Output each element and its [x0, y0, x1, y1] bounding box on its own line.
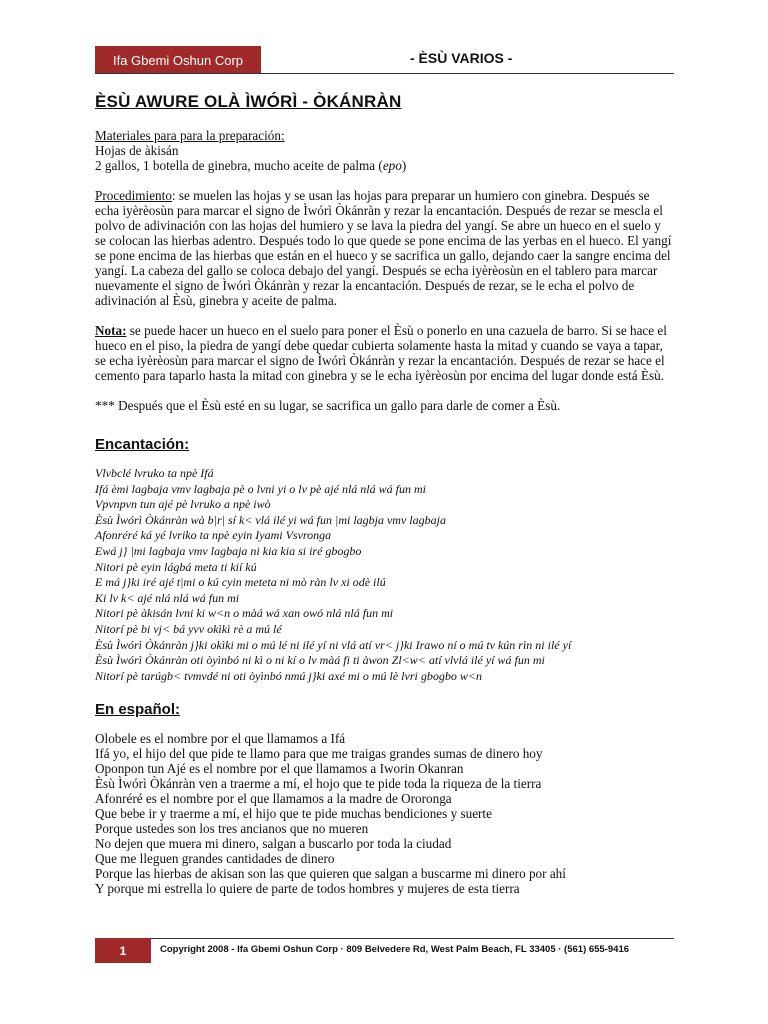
spanish-line: No dejen que muera mi dinero, salgan a buscarlo por toda la ciudad [95, 836, 452, 852]
footer-divider [95, 938, 674, 939]
footer-copyright: Copyright 2008 - Ifa Gbemi Oshun Corp · 809 Belvedere Rd, West Palm Beach, FL 33405 · (561) 655-9416 [160, 944, 630, 955]
page-number-badge [95, 938, 151, 963]
header-company: Ifa Gbemi Oshun Corp [112, 52, 244, 68]
incantation-line: Èsù Ìwórì Òkánràn oti òyìnbó ni kì o ni kí o lv màá fi ti àwon Zl<w< atí vlvlá ilé yí wá fun mi [95, 653, 545, 668]
procedure-label: Procedimiento [95, 188, 172, 203]
spanish-line: Porque ustedes son los tres ancianos que no mueren [95, 821, 369, 837]
incantation-line: Nitori pè eyin lágbá meta ti kií kú [95, 559, 257, 574]
incantation-line: Nitori pè àkisán lvni ki w<n o màá wá xan owó nlá nlá fun mi [95, 606, 394, 621]
incantation-line: Nitorí pè bi vj< bá yvv okìkì rè a mú lé [95, 621, 282, 636]
nota-text: se puede hacer un hueco en el suelo para poner el Èsù o ponerlo en una cazuela de barro. Si se hace el hueco en el piso, la piedra de yangí debe quedar cubierta solamente hasta la mitad y cuando se vaya a tapar, se echa iyèrèosùn para marcar el signo de Ìwórì Òkánràn y rezar la encantación. Después de rezar se hace el cemento para taparlo hasta la mitad con ginebra y se le echa iyèrèosùn por encima del lugar donde está Èsù. [95, 323, 667, 383]
page-number: 1 [119, 943, 127, 958]
page-title: ÈSÙ AWURE OLÀ ÌWÓRÌ - ÒKÁNRÀN [95, 92, 402, 111]
spanish-line: Èsù Ìwórì Òkánràn ven a traerme a mí, el hojo que te pide toda la riqueza de la tierra [95, 776, 542, 792]
nota-paragraph [95, 323, 675, 383]
incantation-line: Ifá èmi lagbaja vmv lagbaja pè o lvni yi o lv pè ajé nlá nlá wá fun mi [95, 481, 426, 496]
materials-heading: Materiales para para la preparación: [95, 128, 285, 143]
incantation-line: E má j}ki iré ajé t|mi o kú cyin meteta ni mò ràn lv xi odè ilú [95, 575, 386, 590]
incantation-line: Vpvnpvn tun ajé pè lvruko a npè iwò [95, 497, 271, 512]
incantation-line: Vlvbclé lvruko ta npè Ifá [95, 466, 214, 480]
incantation-lines [95, 466, 675, 684]
incantation-heading: Encantación: [95, 436, 190, 453]
spanish-line: Olobele es el nombre por el que llamamos a Ifá [95, 731, 346, 747]
incantation-line: Nitorí pè tarúgb< tvmvdé ni oti òyìnbó nmú j}ki axé mi o mú lè lvri gbogbo w<n [95, 668, 482, 683]
document-body [95, 128, 675, 896]
spanish-heading: En español: [95, 701, 181, 719]
spanish-line: Que bebe ir y traerme a mí, el hijo que te pide muchas bendiciones y suerte [95, 806, 492, 822]
incantation-line: Ki lv k< ajé nlá nlá wá fun mi [95, 590, 240, 605]
incantation-line: Èsù Ìwórì Òkánràn j}ki okìki mi o mú lé ni ilé yí ni vlá atí vr< j}ki Irawo ní o mú tv kún rìn ni ilé yí [95, 637, 572, 652]
spanish-line: Porque las hierbas de akisan son las que quieren que salgan a buscarme mi dinero por ahí [95, 866, 566, 882]
spanish-line: Que me lleguen grandes cantidades de dinero [95, 851, 335, 867]
header-divider [95, 73, 674, 74]
header-company-badge [95, 46, 261, 74]
procedure-text: : se muelen las hojas y se usan las hojas para preparar un humiero con ginebra. Después se echa iyèrèosùn para marcar el signo de Ìwórì Òkánràn y rezar la encantación. Después de rezar se mescla el polvo de adivinación con las hojas del humiero y se lava la piedra del yangí. Se abre un hueco en el suelo y se colocan las hierbas adentro. Después todo lo que quede se pone encima de las yerbas en el hueco. El yangí se pone encima de las hierbas que están en el hueco y se sacrifica un gallo, dejando caer la sangre encima del yangí. La cabeza del gallo se coloca debajo del yangí. Después se echa iyèrèosùn en el tablero para marcar nuevamente el signo de Ìwórì Òkánràn y rezar la encantación. Después de rezar, se le echa el polvo de adivinación al Èsù, ginebra y aceite de palma. [95, 188, 672, 308]
spanish-line: Ifá yo, el hijo del que pide te llamo para que me traigas grandes sumas de dinero hoy [95, 746, 543, 762]
materials-line-1: Hojas de àkisán [95, 143, 179, 158]
spanish-line: Afonréré es el nombre por el que llamamos a la madre de Ororonga [95, 791, 452, 807]
spanish-lines [95, 731, 675, 896]
nota-label: Nota: [95, 323, 127, 338]
incantation-line: Èsù Ìwórì Òkánràn wà b|r| sí k< vlá ilé yi wá fun |mi lagbja vmv lagbaja [95, 512, 446, 527]
procedure-paragraph [95, 188, 675, 308]
incantation-line: Ewá j} |mi lagbaja vmv lagbaja ni kia kia si iré gbogbo [95, 543, 362, 558]
spanish-line: Oponpon tun Ajé es el nombre por el que llamamos a Iworin Okanran [95, 761, 464, 777]
header-section-title: - ÈSÙ VARIOS - [410, 50, 513, 66]
spanish-line: Y porque mi estrella lo quiere de parte de todos hombres y mujeres de esta tierra [95, 881, 520, 897]
sacrifice-note: *** Después que el Èsù esté en su lugar, se sacrifica un gallo para darle de comer a Èsù. [95, 398, 561, 413]
materials-line-2: 2 gallos, 1 botella de ginebra, mucho aceite de palma (epo) [95, 158, 407, 173]
incantation-line: Afonréré ká yé lvriko ta npè eyin Iyami Vsvronga [95, 528, 332, 543]
